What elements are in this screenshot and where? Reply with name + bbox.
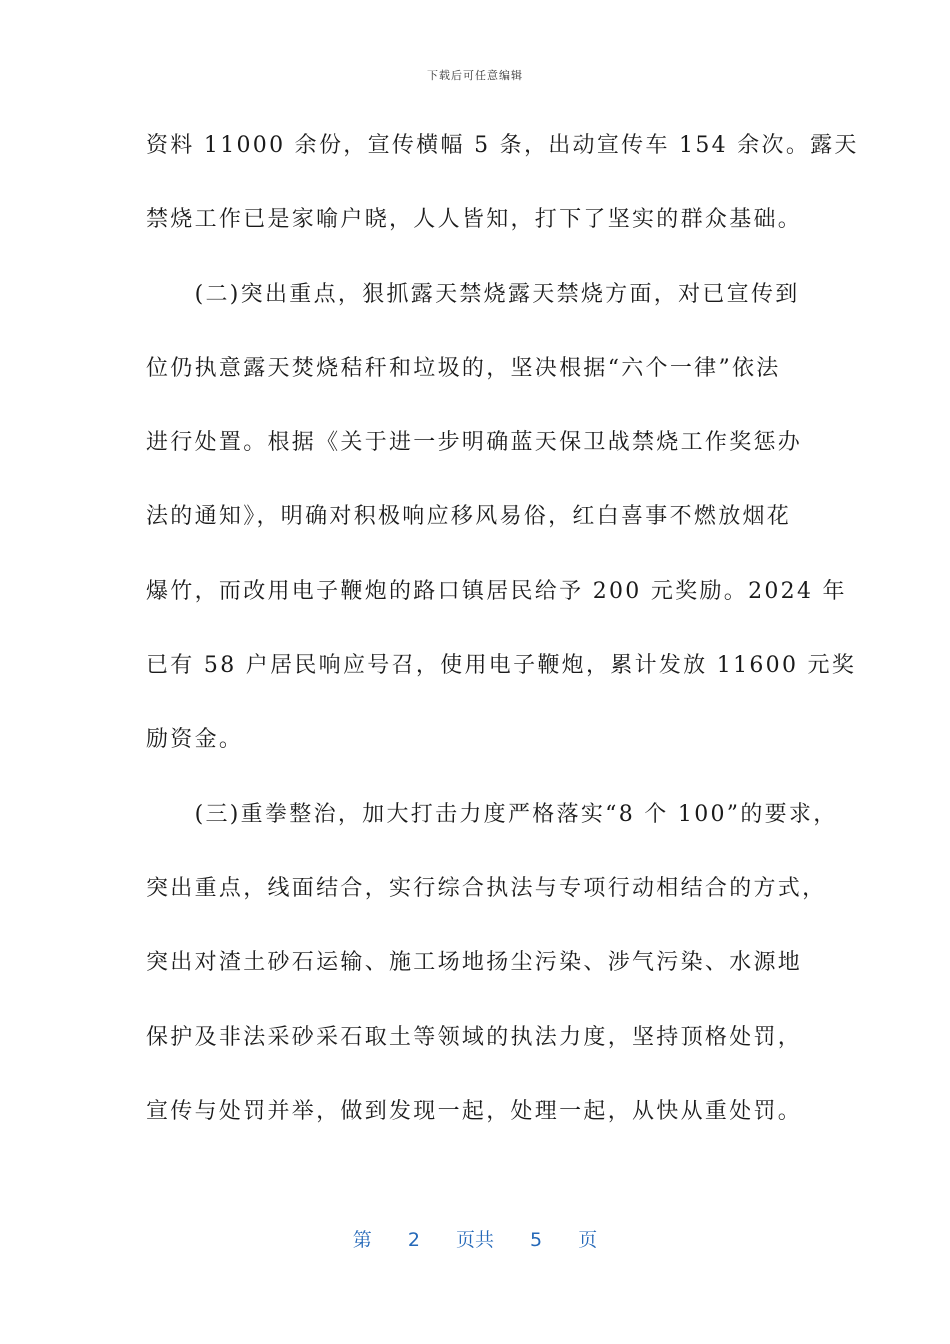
body-line: 保护及非法采砂采石取土等领域的执法力度，坚持顶格处罚， [146, 1024, 803, 1050]
body-line: 宣传与处罚并举，做到发现一起，处理一起，从快从重处罚。 [146, 1098, 803, 1124]
body-line: 已有 58 户居民响应号召，使用电子鞭炮，累计发放 11600 元奖 [146, 653, 857, 679]
body-line: 突出对渣土砂石运输、施工场地扬尘污染、涉气污染、水源地 [146, 950, 803, 976]
document-body [146, 122, 859, 1162]
footer-page-label: 第 [352, 1229, 372, 1251]
footer-current-page: 2 [407, 1229, 420, 1251]
body-line: 法的通知》，明确对积极响应移风易俗，红白喜事不燃放烟花 [146, 504, 792, 530]
page-footer [0, 1225, 950, 1252]
body-line: 资料 11000 余份，宣传横幅 5 条，出动宣传车 154 余次。露天 [146, 133, 859, 158]
body-line: 禁烧工作已是家喻户晓，人人皆知，打下了坚实的群众基础。 [146, 207, 803, 233]
footer-total-pages: 5 [530, 1229, 543, 1251]
body-line: 位仍执意露天焚烧秸秆和垃圾的，坚决根据“六个一律”依法 [146, 355, 781, 381]
body-line: 励资金。 [146, 727, 244, 753]
body-line: 爆竹，而改用电子鞭炮的路口镇居民给予 200 元奖励。2024 年 [146, 578, 847, 604]
body-line: (二)突出重点，狠抓露天禁烧露天禁烧方面，对已宣传到 [146, 281, 800, 307]
body-line: 突出重点，线面结合，实行综合执法与专项行动相结合的方式， [146, 875, 827, 901]
page-header-note: 下载后可任意编辑 [427, 69, 523, 82]
footer-total-label: 页共 [455, 1229, 494, 1251]
footer-end-label: 页 [578, 1229, 598, 1251]
body-line: 进行处置。根据《关于进一步明确蓝天保卫战禁烧工作奖惩办 [146, 430, 803, 456]
body-line: (三)重拳整治，加大打击力度严格落实“8 个 100”的要求， [146, 801, 838, 827]
